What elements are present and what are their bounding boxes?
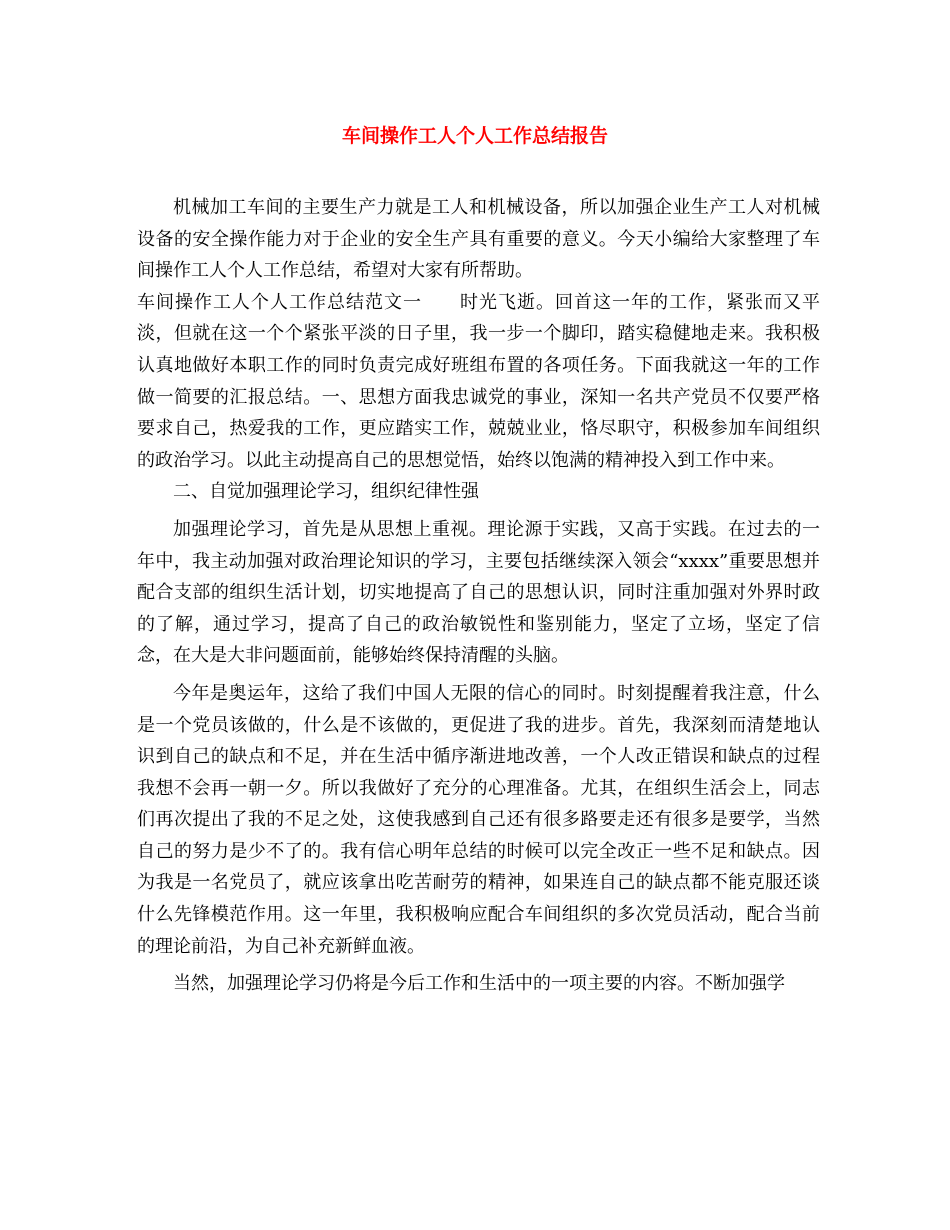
paragraph-theory-study: 加强理论学习，首先是从思想上重视。理论源于实践，又高于实践。在过去的一年中，我主动加强对政治理论知识的学习，主要包括继续深入领会“xxxx”重要思想并配合支部的组织生活计划，切实地提高了自己的思想认识，同时注重加强对外界时政的了解，通过学习，提高了自己的政治敏锐性和鉴别能力，坚定了立场，坚定了信念，在大是大非问题面前，能够始终保持清醒的头脑。: [137, 518, 820, 667]
paragraph-sample-one: 车间操作工人个人工作总结范文一 时光飞逝。回首这一年的工作，紧张而又平淡，但就在这一个个紧张平淡的日子里，我一步一个脚印，踏实稳健地走来。我积极认真地做好本职工作的同时负责完成好班组布置的各项任务。下面我就这一年的工作做一简要的汇报总结。一、思想方面我忠诚党的事业，深知一名共产党员不仅要严格要求自己，热爱我的工作，更应踏实工作，兢兢业业，恪尽职守，积极参加车间组织的政治学习。以此主动提高自己的思想觉悟，始终以饱满的精神投入到工作中来。: [137, 291, 820, 471]
document-body: [137, 192, 820, 1000]
paragraph-section-heading: 二、自觉加强理论学习，组织纪律性强: [173, 481, 479, 503]
paragraph-olympic-year: 今年是奥运年，这给了我们中国人无限的信心的同时。时刻提醒着我注意，什么是一个党员该做的，什么是不该做的，更促进了我的进步。首先，我深刻而清楚地认识到自己的缺点和不足，并在生活中循序渐进地改善，一个人改正错误和缺点的过程我想不会再一朝一夕。所以我做好了充分的心理准备。尤其，在组织生活会上，同志们再次提出了我的不足之处，这使我感到自己还有很多路要走还有很多是要学，当然自己的努力是少不了的。我有信心明年总结的时候可以完全改正一些不足和缺点。因为我是一名党员了，就应该拿出吃苦耐劳的精神，如果连自己的缺点都不能克服还谈什么先锋模范作用。这一年里，我积极响应配合车间组织的多次党员活动，配合当前的理论前沿，为自己补充新鲜血液。: [137, 682, 820, 957]
paragraph-intro: 机械加工车间的主要生产力就是工人和机械设备，所以加强企业生产工人对机械设备的安全操作能力对于企业的安全生产具有重要的意义。今天小编给大家整理了车间操作工人个人工作总结，希望对大家有所帮助。: [137, 197, 820, 282]
document-title: 车间操作工人个人工作总结报告: [341, 125, 608, 147]
paragraph-continuing: 当然，加强理论学习仍将是今后工作和生活中的一项主要的内容。不断加强学: [173, 973, 785, 995]
